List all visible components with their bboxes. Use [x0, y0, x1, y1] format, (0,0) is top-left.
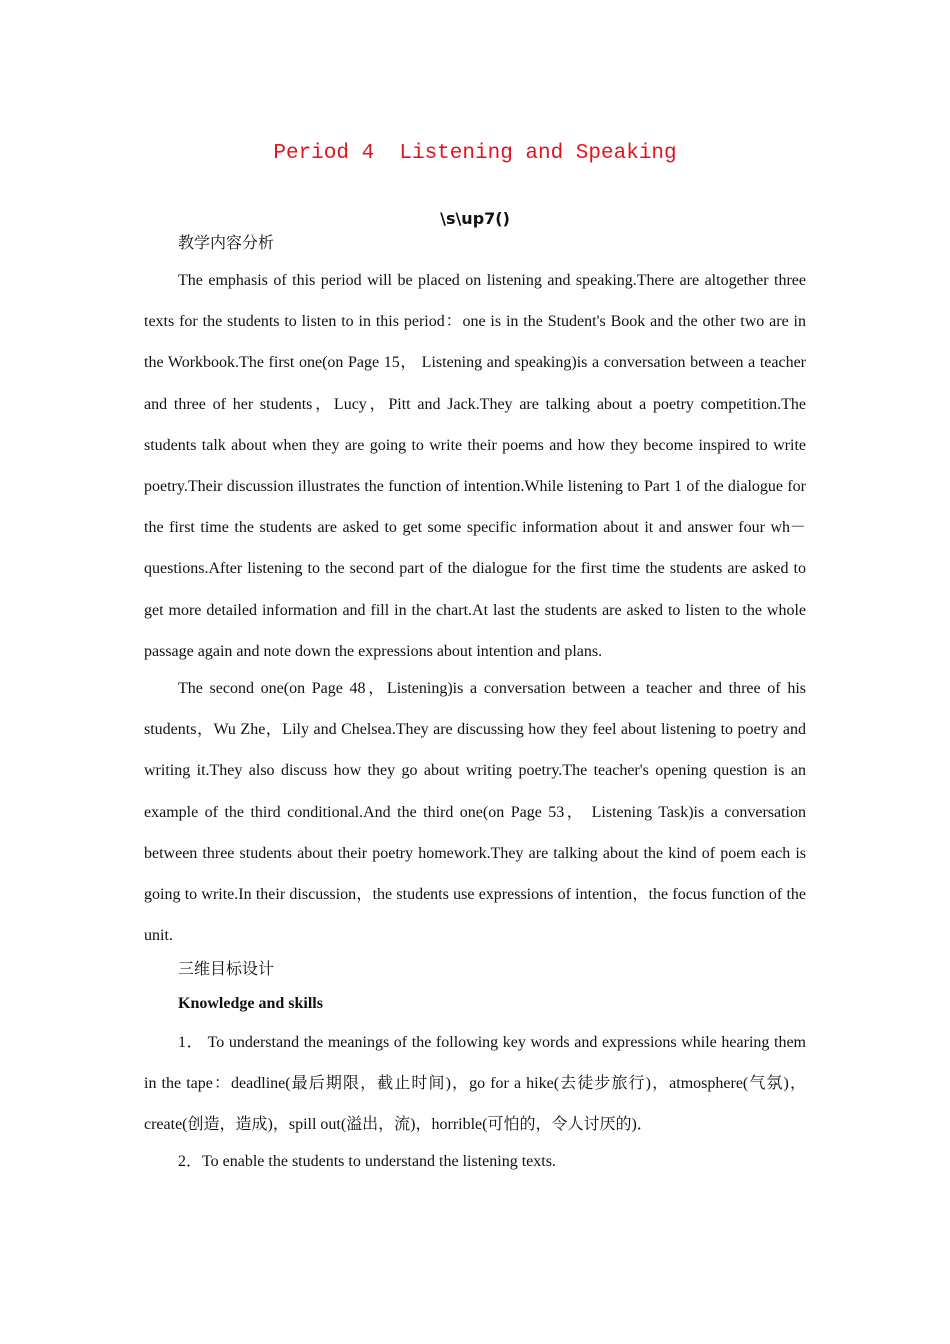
- analysis-heading: 教学内容分析: [178, 235, 275, 252]
- analysis-paragraph-1: The emphasis of this period will be placed on listening and speaking.There are altogether three texts for the students to listen to in this period：one is in the Student's Book and the other two are in the Workbook.The first one(on Page 15， Listening and speaking)is a conversation between a teacher and three of her students，Lucy，Pitt and Jack.They are talking about a poetry competition.The students talk about when they are going to write their poems and how they become inspired to write poetry.Their discussion illustrates the function of intention.While listening to Part 1 of the dialogue for the first time the students are asked to get some specific information about it and answer four wh－questions.After listening to the second part of the dialogue for the first time the students are asked to get more detailed information and fill in the chart.At last the students are asked to listen to the whole passage again and note down the expressions about intention and plans.: [144, 272, 807, 660]
- page-title: Period 4 Listening and Speaking: [273, 142, 677, 165]
- analysis-paragraph-2: The second one(on Page 48，Listening)is a conversation between a teacher and three of his students，Wu Zhe，Lily and Chelsea.They are discussing how they feel about listening to poetry and writing it.They also discuss how they go about writing poetry.The teacher's opening question is an example of the third conditional.And the third one(on Page 53， Listening Task)is a conversation between three students about their poetry homework.They are talking about the kind of poem each is going to write.In their discussion，the students use expressions of intention，the focus function of the unit.: [144, 680, 806, 945]
- document-body: [144, 228, 806, 1178]
- knowledge-heading: Knowledge and skills: [178, 995, 323, 1013]
- knowledge-item-2: 2．To enable the students to understand the listening texts.: [178, 1153, 556, 1171]
- field-code-text: \s\up7(): [440, 209, 510, 228]
- goals-heading: 三维目标设计: [178, 961, 275, 979]
- knowledge-item-1: 1． To understand the meanings of the following key words and expressions while hearing them in the tape：deadline(最后期限，截止时间)，go for a hike(去徒步旅行)，atmosphere(气氛)，create(创造，造成)，spill out(溢出，流)，horrible(可怕的，令人讨厌的)．: [144, 1034, 806, 1134]
